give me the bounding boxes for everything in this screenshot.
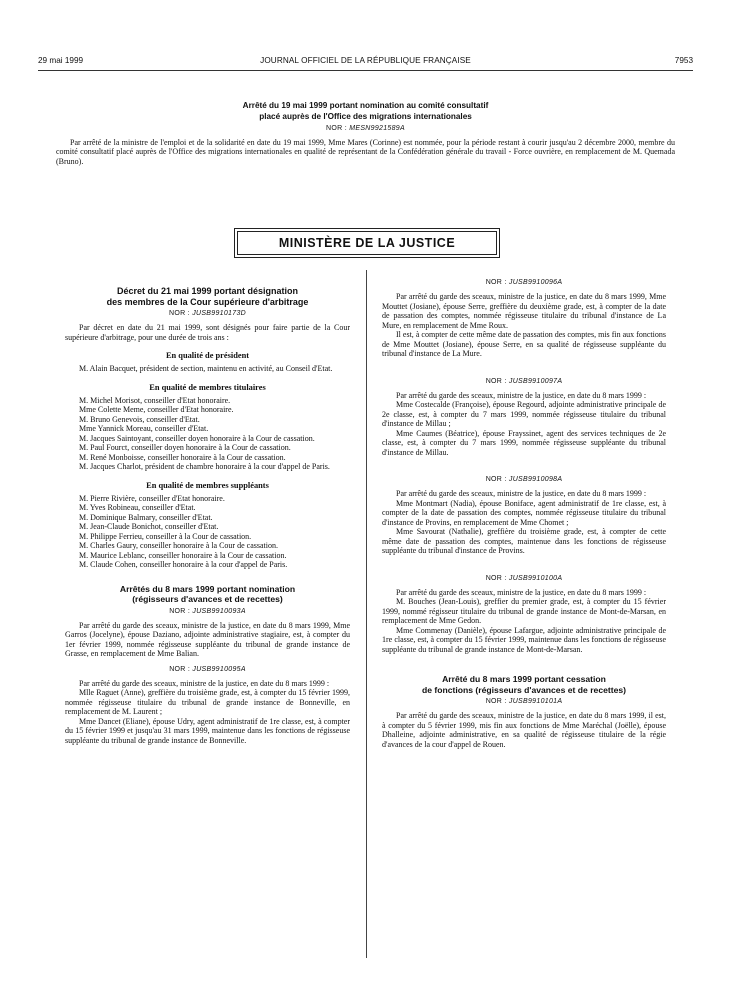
arrete-95-text-a: Par arrêté du garde des sceaux, ministre de la justice, en date du 8 mars 1999 : [79,678,330,688]
decret-intro: Par décret en date du 21 mai 1999, sont désignés pour faire partie de la Cour supérieure d'arbitrage, pour une durée de trois ans : [65,323,350,342]
intro-nor: NOR : MESN9921589A [326,125,405,132]
nor-96: NOR : JUSB9910096A [485,279,563,286]
page-header [38,56,693,70]
header-rule [38,70,693,71]
decret-nor: NOR : JUSB9910173D [168,310,246,317]
arrete-93-text: Par arrêté du garde des sceaux, ministre de la justice, en date du 8 mars 1999, Mme Garros (Jocelyne), épouse Daziano, adjointe administrative stagiaire, est, à compter du 1er février 1999, nommée régisseuse suppléante du tribunal de grande instance de Grasse, en remplacement de Mme Balian. [65,620,350,658]
right-column [382,272,666,749]
titulaire-item: Mme Colette Meme, conseiller d'Etat honoraire. [79,405,234,414]
arretes-nor-93: NOR : JUSB9910093A [169,607,246,615]
arrete-98-text-a: Par arrêté du garde des sceaux, ministre de la justice, en date du 8 mars 1999 : [396,489,647,498]
arrete-100-text-c: Mme Commenay (Danièle), épouse Lafargue, adjointe administrative principale de 1re classe, est, à compter du 15 février 1999, maintenue dans les fonctions de régisseuse suppléante du tribunal de grande instance de Mont-de-Marsan. [382,625,666,654]
titulaire-item: M. Michel Morisot, conseiller d'Etat honoraire. [79,395,231,405]
arretes-title-line2: (régisseurs d'avances et de recettes) [132,594,283,604]
titulaires-heading: En qualité de membres titulaires [149,382,266,392]
president-text: M. Alain Bacquet, président de section, maintenu en activité, au Conseil d'Etat. [79,364,333,373]
intro-title-line1: Arrêté du 19 mai 1999 portant nomination au comité consultatif [242,101,489,110]
intro-title-line2: placé auprès de l'Office des migrations internationales [259,111,472,121]
ministry-box [234,228,500,258]
left-column [65,272,350,745]
arrete-97-text-a: Par arrêté du garde des sceaux, ministre de la justice, en date du 8 mars 1999 : [396,390,647,400]
arrete-97-text-b: Mme Costecalde (Françoise), épouse Regourd, adjointe administrative principale de 2e classe, est, à compter du 7 mars 1999, nommée régisseuse titulaire du tribunal d'instance de Millau ; [382,400,666,428]
titulaire-item: M. Jacques Charlot, président de chambre honoraire à la cour d'appel de Paris. [79,462,330,471]
nor-97: NOR : JUSB9910097A [485,377,563,385]
arrete-98-text-b: Mme Montmart (Nadia), épouse Boniface, agent administratif de 1re classe, est, à compter de la date de passation des comptes, nommée régisseuse titulaire du tribunal d'instance de Provins, en remplacement de Mme Chomet ; [382,498,666,527]
suppleants-heading: En qualité de membres suppléants [146,480,269,490]
decret-title-line1: Décret du 21 mai 1999 portant désignation [116,286,299,296]
suppleant-item: M. Charles Gaury, conseiller honoraire à la Cour de cassation. [79,541,278,550]
arrete-98-text-c: Mme Savourat (Nathalie), greffière du troisième grade, est, à compter de cette même date de passation des comptes, maintenue dans les fonctions de régisseuse suppléante du tribunal d'instance de Provins. [382,527,666,555]
header-date: 29 mai 1999 [38,56,84,65]
intro-arrete [56,101,675,166]
suppleant-item: M. Philippe Ferrieu, conseiller à la Cour de cassation. [79,531,252,541]
arrete-96-text-b: Il est, à compter de cette même date de passation des comptes, mis fin aux fonctions de Mme Mouttet (Josiane), épouse Serre, en sa qualité de régisseuse suppléante du tribunal d'instance de La Mure. [382,330,666,358]
titulaire-item: M. René Monboisse, conseiller honoraire à la Cour de cassation. [79,452,286,462]
nor-101: NOR : JUSB9910101A [485,698,563,705]
cessation-title-line1: Arrêté du 8 mars 1999 portant cessation [442,674,606,684]
titulaire-item: M. Paul Fourct, conseiller doyen honoraire à la Cour de cassation. [79,443,291,452]
nor-98: NOR : JUSB9910098A [485,476,563,483]
intro-text: Par arrêté de la ministre de l'emploi et de la solidarité en date du 19 mai 1999, Mme Mares (Corinne) est nommée, pour la période restant à courir jusqu'au 2 décembre 2000, membre du comité consultatif placé auprès de l'Office des migrations internationales en qualité de représentant de la Confédération générale du travail - Force ouvrière, en remplacement de M. Quemada (Bruno). [56,138,675,166]
header-journal-title: JOURNAL OFFICIEL DE LA RÉPUBLIQUE FRANÇAISE [260,56,471,65]
titulaire-item: M. Jacques Saintoyant, conseiller doyen honoraire à la Cour de cassation. [79,433,315,443]
suppleant-item: M. Yves Robineau, conseiller d'Etat. [79,503,196,512]
arrete-101-text: Par arrêté du garde des sceaux, ministre de la justice, en date du 8 mars 1999, il est, à compter du 5 février 1999, mis fin aux fonctions de Mme Maréchal (Joëlle), épouse Dhalleine, adjointe administrative, en sa qualité de régisseuse titulaire de la régie d'avances de la cour d'appel de Rouen. [382,711,666,749]
header-page-number: 7953 [674,56,693,65]
titulaire-item: M. Bruno Genevois, conseiller d'Etat. [79,414,200,424]
arretes-nor-95: NOR : JUSB9910095A [169,665,246,673]
president-heading: En qualité de président [165,351,250,360]
arretes-title-line1: Arrêtés du 8 mars 1999 portant nomination [119,583,296,594]
suppleant-item: M. Pierre Rivière, conseiller d'Etat honoraire. [79,493,225,503]
suppleant-item: M. Jean-Claude Bonichot, conseiller d'Etat. [79,522,219,531]
column-divider [366,270,367,958]
arrete-100-text-b: M. Bouches (Jean-Louis), greffier du premier grade, est, à compter du 15 février 1999, nommé régisseur titulaire du tribunal de grande instance de Mont-de-Marsan, en remplacement de Mme Gedon. [382,597,666,625]
nor-100: NOR : JUSB9910100A [485,574,563,582]
titulaire-item: Mme Yannick Moreau, conseiller d'Etat. [79,424,209,433]
arrete-95-text-c: Mme Dancet (Eliane), épouse Udry, agent administratif de 1re classe, est, à compter du 15 février 1999 et jusqu'au 31 mars 1999, maintenue dans les fonctions de régisseuse suppléante du tribunal de grande instance de Bonneville. [65,716,350,745]
suppleant-item: M. Maurice Leblanc, conseiller honoraire à la Cour de cassation. [79,550,287,560]
cessation-title-line2: de fonctions (régisseurs d'avances et de recettes) [421,684,627,695]
arrete-100-text-a: Par arrêté du garde des sceaux, ministre de la justice, en date du 8 mars 1999 : [396,587,647,597]
ministry-title: MINISTÈRE DE LA JUSTICE [237,231,497,255]
arrete-97-text-c: Mme Caumes (Béatrice), épouse Frayssinet, agent des services techniques de 2e classe, est, à compter du 7 mars 1999, nommée régisseuse suppléante du tribunal d'instance de Millau. [382,428,666,457]
arrete-95-text-b: Mlle Raguet (Anne), greffière du troisième grade, est, à compter du 15 février 1999, nommée régisseuse titulaire du tribunal de grande instance de Bonneville, en remplacement de M. Laurent ; [65,688,350,716]
decret-title-line2: des membres de la Cour supérieure d'arbitrage [106,296,309,307]
suppleant-item: M. Dominique Balmary, conseiller d'Etat. [79,512,213,522]
arrete-96-text-a: Par arrêté du garde des sceaux, ministre de la justice, en date du 8 mars 1999, Mme Mouttet (Josiane), épouse Serre, greffière du deuxième grade, est, à compter de la date de passation des comptes, nommée régisseuse titulaire du tribunal d'instance de La Mure, en remplacement de Mme Roux. [382,292,666,330]
suppleant-item: M. Claude Cohen, conseiller honoraire à la cour d'appel de Paris. [79,560,288,569]
